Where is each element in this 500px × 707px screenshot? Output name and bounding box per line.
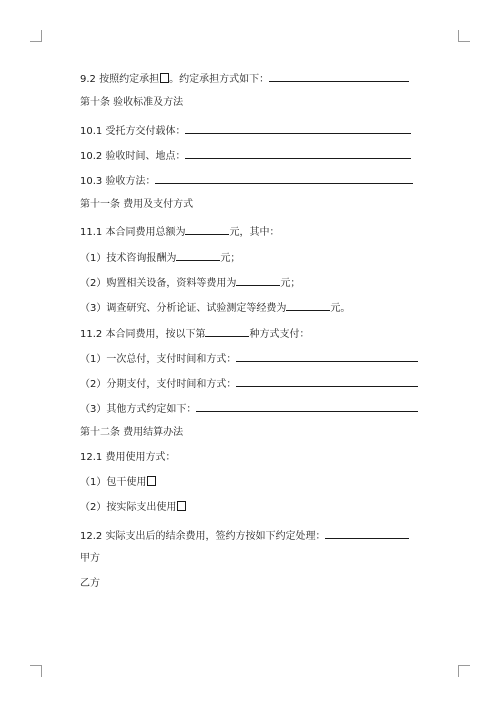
text: 元； — [220, 253, 241, 264]
clause-10-2 — [80, 147, 411, 164]
fill-blank[interactable] — [325, 527, 409, 539]
fill-blank[interactable] — [185, 122, 411, 134]
clause-12-1: 12.1 费用使用方式： — [80, 452, 176, 463]
text: 9.2 按照约定承担 — [80, 74, 160, 85]
clause-11-1-item-2 — [80, 274, 300, 291]
text: （1）包干使用 — [80, 477, 147, 488]
fill-blank[interactable] — [236, 274, 280, 286]
text: 元； — [280, 278, 301, 289]
fill-blank[interactable] — [236, 350, 418, 362]
text: 种方式支付： — [249, 329, 310, 340]
crop-mark-bottom-right — [458, 665, 470, 677]
text: （2）购置相关设备，资料等费用为 — [80, 278, 237, 289]
fill-blank[interactable] — [205, 325, 249, 337]
clause-11-2-item-2 — [80, 375, 418, 392]
checkbox[interactable] — [177, 501, 186, 511]
heading-article-11: 第十一条 费用及支付方式 — [80, 199, 194, 210]
fill-blank[interactable] — [155, 172, 413, 184]
clause-11-1-item-3 — [80, 299, 350, 316]
text: （3）调查研究、分析论证、试验测定等经费为 — [80, 303, 287, 314]
crop-mark-bottom-left — [30, 665, 42, 677]
clause-9-2 — [80, 70, 409, 87]
party-a-label: 甲方 — [80, 553, 100, 564]
clause-11-2-item-1 — [80, 350, 418, 367]
heading-article-12: 第十二条 费用结算办法 — [80, 427, 184, 438]
fill-blank[interactable] — [185, 223, 229, 235]
text: 10.2 验收时间、地点： — [80, 151, 186, 162]
text: （3）其他方式约定如下： — [80, 404, 197, 415]
text: 10.3 验收方法： — [80, 176, 156, 187]
fill-blank[interactable] — [269, 70, 409, 82]
clause-11-2-item-3 — [80, 400, 418, 417]
clause-11-2 — [80, 325, 309, 342]
text: 。约定承担方式如下： — [169, 74, 270, 85]
text: （2）分期支付，支付时间和方式： — [80, 379, 237, 390]
party-b-label: 乙方 — [80, 578, 100, 589]
text: 元。 — [330, 303, 351, 314]
text: （1）一次总付，支付时间和方式： — [80, 354, 237, 365]
crop-mark-top-left — [30, 30, 42, 42]
clause-12-1-item-1 — [80, 476, 156, 490]
text: （1）技术咨询报酬为 — [80, 253, 177, 264]
clause-12-1-item-2 — [80, 501, 186, 515]
fill-blank[interactable] — [236, 375, 418, 387]
text: 12.2 实际支出后的结余费用，签约方按如下约定处理： — [80, 531, 326, 542]
fill-blank[interactable] — [286, 299, 330, 311]
checkbox[interactable] — [147, 476, 156, 486]
fill-blank[interactable] — [196, 400, 418, 412]
crop-mark-top-right — [458, 30, 470, 42]
text: （2）按实际支出使用 — [80, 502, 177, 513]
clause-11-1 — [80, 223, 279, 240]
heading-article-10: 第十条 验收标准及方法 — [80, 97, 184, 108]
clause-10-1 — [80, 122, 411, 139]
checkbox — [160, 73, 169, 83]
fill-blank[interactable] — [185, 147, 411, 159]
clause-10-3 — [80, 172, 413, 189]
text: 元，其中： — [229, 227, 280, 238]
clause-11-1-item-1 — [80, 249, 240, 266]
fill-blank[interactable] — [176, 249, 220, 261]
text: 11.2 本合同费用，按以下第 — [80, 329, 206, 340]
text: 11.1 本合同费用总额为 — [80, 227, 186, 238]
clause-12-2 — [80, 527, 409, 544]
text: 10.1 受托方交付载体： — [80, 126, 186, 137]
